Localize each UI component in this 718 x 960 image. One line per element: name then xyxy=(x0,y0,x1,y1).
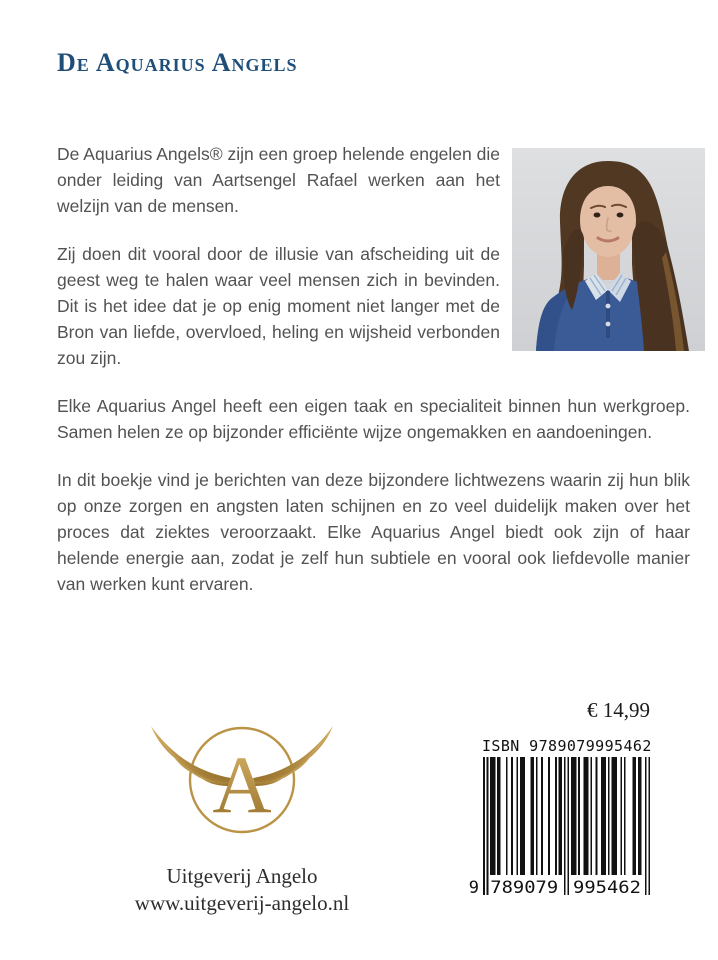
isbn-barcode xyxy=(469,737,659,897)
logo-letter: A xyxy=(212,739,272,830)
svg-text:9: 9 xyxy=(469,878,479,897)
blurb-paragraph-2: Zij doen dit vooral door de illusie van afscheiding uit de geest weg te halen waar veel mensen zich in bevinden. Dit is het idee dat je op enig moment niet langer met de Bron van liefde, overvloed, heling en wijsheid verbonden zou zijn. xyxy=(57,244,500,368)
author-photo xyxy=(512,148,705,351)
publisher-block xyxy=(92,716,392,917)
isbn-label: ISBN 9789079995462 xyxy=(482,737,652,755)
blurb-paragraph-3: Elke Aquarius Angel heeft een eigen taak en specialiteit binnen hun werkgroep. Samen helen ze op bijzonder efficiënte wijze ongemakken en aandoeningen. xyxy=(57,396,690,442)
book-title: De Aquarius Angels xyxy=(57,48,298,77)
publisher-logo xyxy=(137,716,347,848)
svg-text:789079: 789079 xyxy=(490,878,559,897)
publisher-website: www.uitgeverij-angelo.nl xyxy=(134,891,350,915)
blurb-paragraph-4: In dit boekje vind je berichten van deze bijzondere lichtwezens waarin zij hun blik op onze zorgen en angsten laten schijnen en zo veel duidelijk maken over het proces dat ziektes veroorzaakt. Elke Aquarius Angel biedt ook zijn of haar helende energie aan, zodat je zelf hun subtiele en vooral ook liefdevolle manier van werken kunt ervaren. xyxy=(57,470,690,594)
ean13-bars xyxy=(469,757,655,897)
price: € 14,99 xyxy=(587,698,650,722)
publisher-name: Uitgeverij Angelo xyxy=(166,864,318,888)
svg-text:995462: 995462 xyxy=(573,878,641,897)
blurb-paragraph-1: De Aquarius Angels® zijn een groep helende engelen die onder leiding van Aartsengel Rafael werken aan het welzijn van de mensen. xyxy=(57,144,500,216)
